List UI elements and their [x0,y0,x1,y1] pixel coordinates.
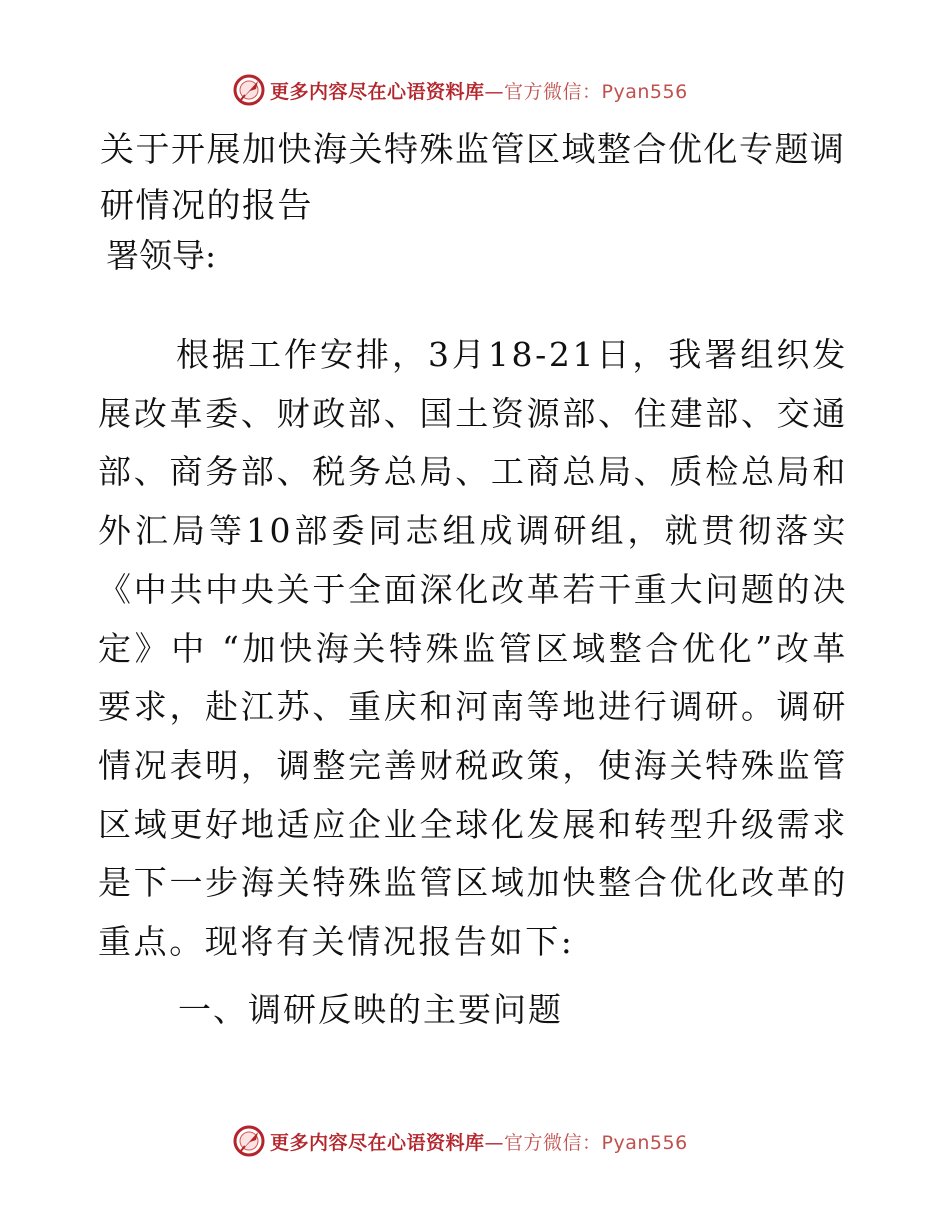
watermark-brand: 更多内容尽在心语资料库 [270,1131,485,1154]
feather-logo-icon [232,1124,266,1158]
salutation: 署领导: [106,236,217,275]
document-title: 关于开展加快海关特殊监管区域整合优化专题调研情况的报告 [100,130,846,226]
watermark-official-label: 官方微信： [504,80,602,103]
section-heading: 一、调研反映的主要问题 [178,990,563,1029]
body-paragraph: 根据工作安排，3月18-21日，我署组织发展改革委、财政部、国土资源部、住建部、交通部、商务部、税务总局、工商总局、质检总局和外汇局等10部委同志组成调研组，就贯彻落实《中共中央关于全面深化改革若干重大问题的决定》中 “加快海关特殊监管区域整合优化”改革要求，赴江苏、重庆和河南等地进行调研。调研情况表明，调整完善财税政策，使海关特殊监管区域更好地适应企业全球化发展和转型升级需求是下一步海关特殊监管区域加快整合优化改革的重点。现将有关情况报告如下: [98,335,848,962]
watermark-footer [232,1124,688,1158]
watermark-header [232,73,688,107]
feather-logo-icon [232,73,266,107]
watermark-separator: — [484,1131,505,1154]
watermark-wechat-id: Pyan556 [601,1131,688,1154]
watermark-brand: 更多内容尽在心语资料库 [270,80,485,103]
watermark-wechat-id: Pyan556 [601,80,688,103]
watermark-separator: — [484,80,505,103]
watermark-official-label: 官方微信： [504,1131,602,1154]
